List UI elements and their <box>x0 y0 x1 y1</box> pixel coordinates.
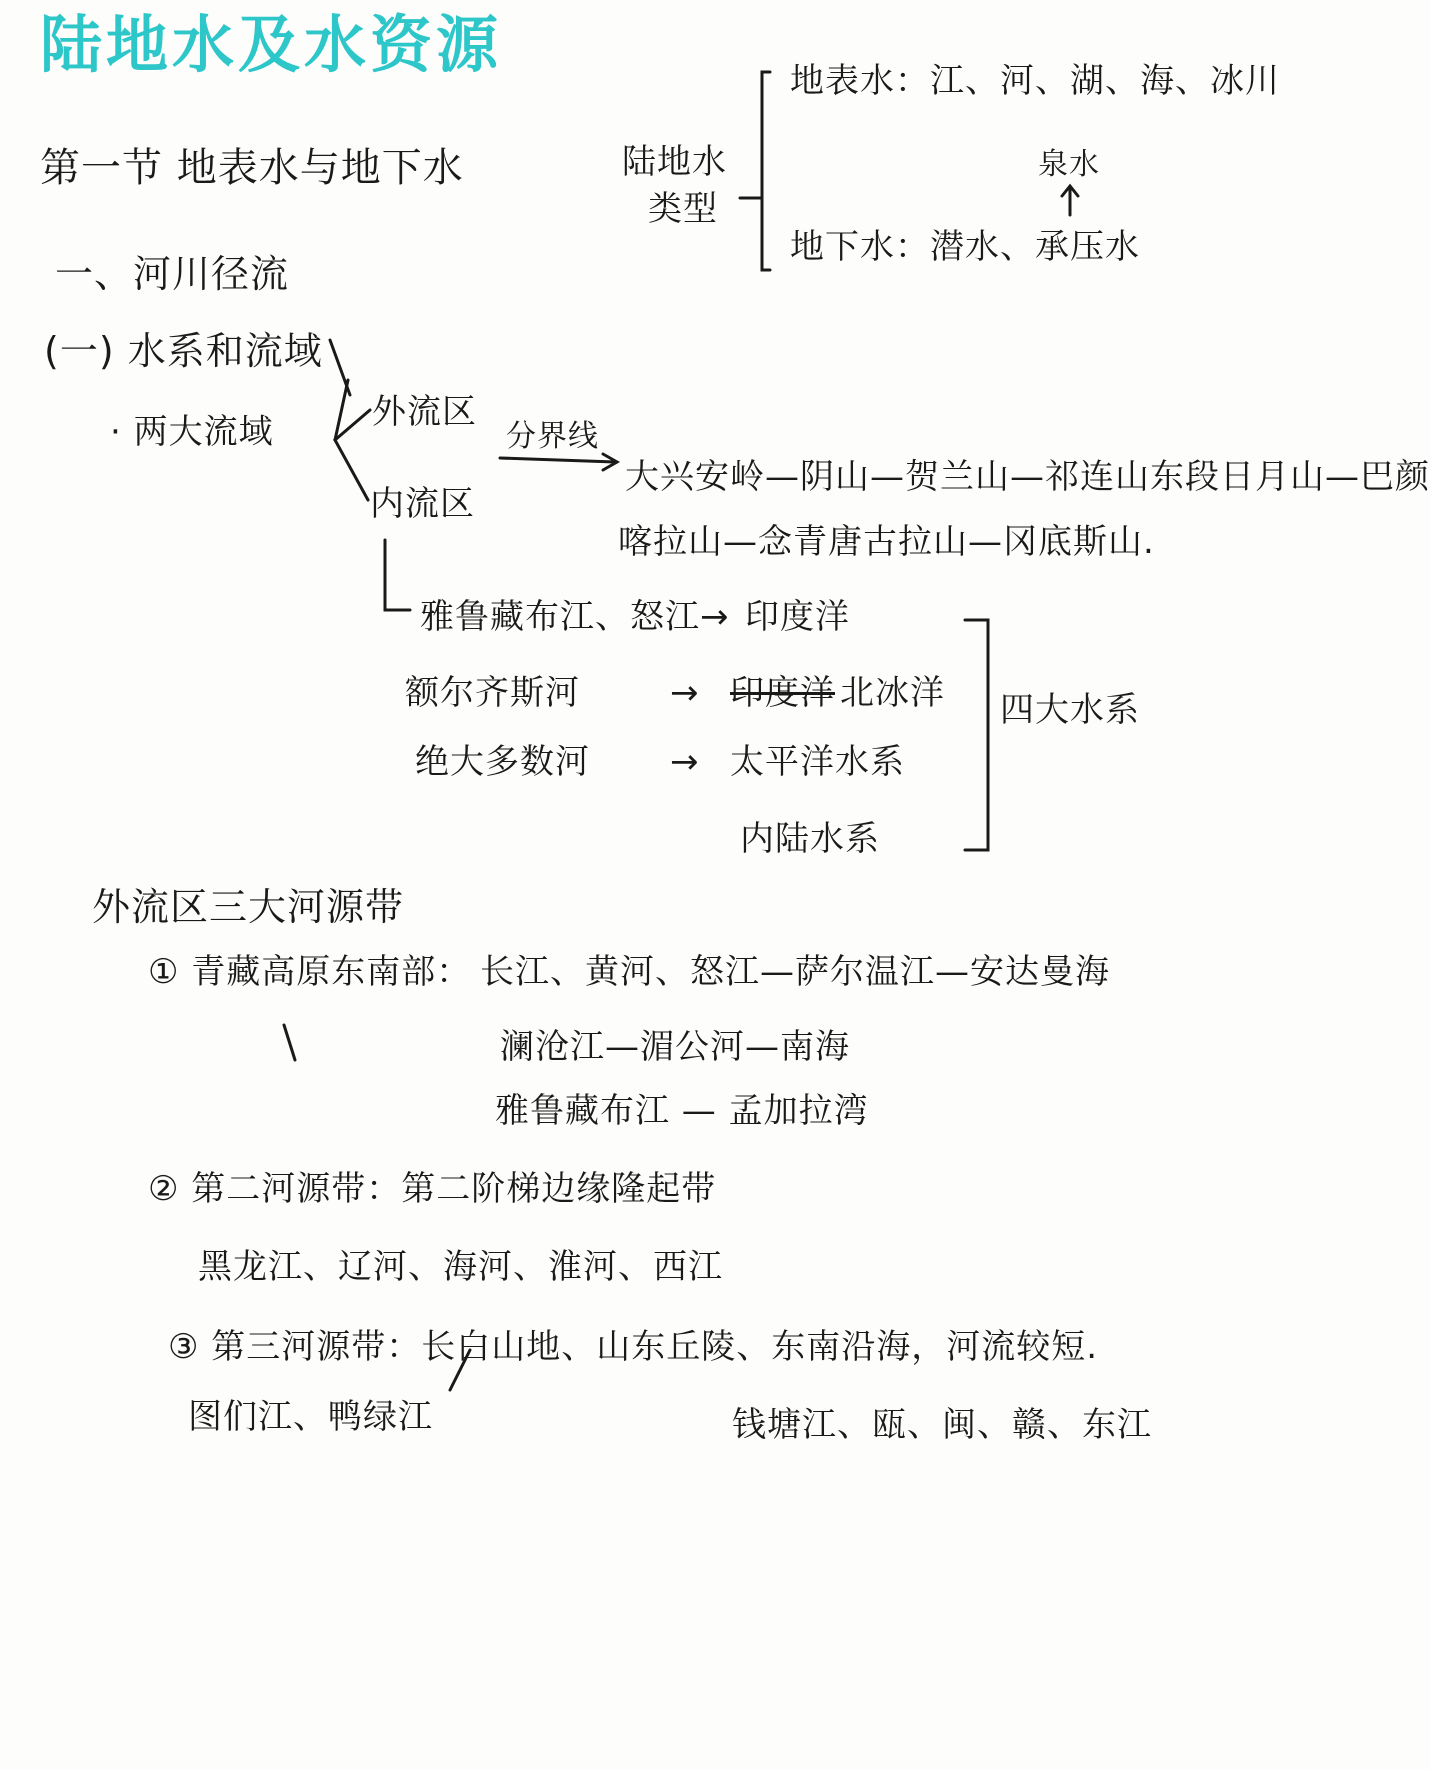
divide-label: 分界线 <box>506 419 599 454</box>
page-title: 陆地水及水资源 <box>40 8 503 81</box>
source3-rivers-right: 钱塘江、瓯、闽、赣、东江 <box>732 1405 1152 1445</box>
outer-basin: 外流区 <box>372 392 477 432</box>
source1-line3: 雅鲁藏布江 — 孟加拉湾 <box>495 1091 869 1131</box>
source1-label: ① 青藏高原东南部： <box>148 952 472 992</box>
divide-line-1: 大兴安岭—阴山—贺兰山—祁连山东段日月山—巴颜 <box>625 457 1430 497</box>
types-bracket <box>762 72 770 270</box>
system-row-arrow: → <box>670 742 700 782</box>
inner-basin: 内流区 <box>370 484 475 524</box>
system-row-rivers: 绝大多数河 <box>415 742 590 782</box>
systems-group-label: 四大水系 <box>1000 690 1140 730</box>
system-row-sea: 太平洋水系 <box>730 742 905 782</box>
source2-label: ② 第二河源带：第二阶梯边缘隆起带 <box>148 1169 717 1209</box>
basin-branch <box>335 410 370 500</box>
system-row-rivers: 雅鲁藏布江、怒江 <box>420 597 700 637</box>
system-row-arrow: → <box>670 673 700 713</box>
inner-to-systems <box>385 540 410 610</box>
system-row-arrow: → <box>700 597 730 637</box>
system-row-sea-struck: 印度洋 <box>730 673 835 713</box>
ground-water: 地下水：潜水、承压水 <box>790 227 1140 267</box>
system-row-rivers: 额尔齐斯河 <box>405 673 580 713</box>
section-heading: 第一节 地表水与地下水 <box>40 145 464 191</box>
source1-line2: 澜沧江—湄公河—南海 <box>500 1027 850 1067</box>
spring-water: 泉水 <box>1038 147 1100 182</box>
systems-bracket <box>965 620 988 850</box>
source1-line1: 长江、黄河、怒江—萨尔温江—安达曼海 <box>480 952 1110 992</box>
surface-water: 地表水：江、河、湖、海、冰川 <box>790 61 1280 101</box>
source2-rivers: 黑龙江、辽河、海河、淮河、西江 <box>198 1247 723 1287</box>
two-basins: · 两大流域 <box>110 412 274 452</box>
subpart-heading: (一) 水系和流域 <box>44 329 323 373</box>
source3-rivers-left: 图们江、鸭绿江 <box>188 1397 433 1437</box>
system-row-sea: 印度洋 <box>745 597 850 637</box>
divide-arrow <box>500 458 615 462</box>
system-row-sea: 内陆水系 <box>740 819 880 859</box>
types-label-line1: 陆地水 <box>622 142 727 182</box>
sources-heading: 外流区三大河源带 <box>92 885 405 929</box>
types-label-line2: 类型 <box>648 189 718 229</box>
system-row-sea: 北冰洋 <box>840 673 945 713</box>
divide-line-2: 喀拉山—念青唐古拉山—冈底斯山. <box>618 522 1155 562</box>
source3-label: ③ 第三河源带：长白山地、山东丘陵、东南沿海，河流较短. <box>168 1327 1099 1367</box>
part-heading: 一、河川径流 <box>55 252 290 296</box>
